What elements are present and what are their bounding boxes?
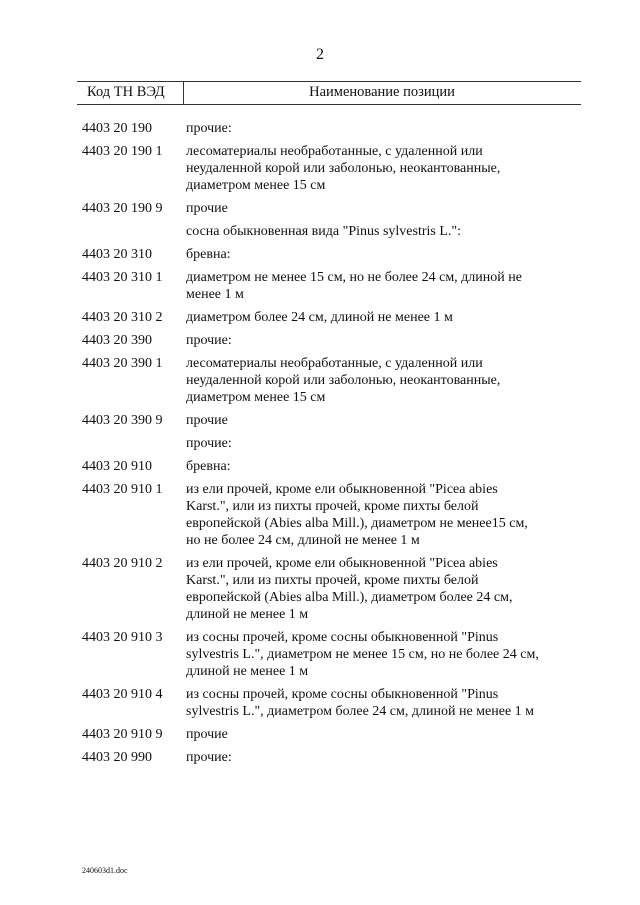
row-description: прочие (186, 201, 228, 216)
row-description: лесоматериалы необработанные, с удаленной или неудаленной корой или заболонью, неокантованные, диаметром менее 15 см (186, 356, 501, 405)
row-code: 4403 20 190 9 (82, 201, 163, 216)
row-description: прочие (186, 727, 228, 742)
positions-table (82, 120, 582, 772)
row-code: 4403 20 390 1 (82, 356, 163, 371)
row-description: прочие: (186, 750, 232, 765)
page-number: 2 (316, 46, 324, 63)
table-row (82, 458, 582, 475)
row-code: 4403 20 310 2 (82, 310, 163, 325)
table-row (82, 143, 582, 194)
table-row (82, 412, 582, 429)
row-description: бревна: (186, 247, 231, 262)
row-description: из ели прочей, кроме ели обыкновенной "Picea abies Karst.", или из пихты прочей, кроме пихты белой европейской (Abies alba Mill.), диаметром не менее15 см, но не более 24 см, длиной не менее 1 м (186, 482, 528, 548)
row-description: диаметром более 24 см, длиной не менее 1 м (186, 310, 453, 325)
row-description: прочие: (186, 333, 232, 348)
footer-filename: 240603d1.doc (82, 866, 128, 875)
table-row (82, 246, 582, 263)
row-code: 4403 20 910 4 (82, 687, 163, 702)
table-row (82, 435, 582, 452)
table-row (82, 481, 582, 549)
row-description: лесоматериалы необработанные, с удаленной или неудаленной корой или заболонью, неокантованные, диаметром менее 15 см (186, 144, 501, 193)
row-code: 4403 20 910 9 (82, 727, 163, 742)
table-row (82, 749, 582, 766)
row-code (82, 435, 186, 452)
row-code (82, 223, 186, 240)
row-code: 4403 20 390 (82, 333, 152, 348)
table-row (82, 686, 582, 720)
row-description: из сосны прочей, кроме сосны обыкновенной "Pinus sylvestris L.", диаметром не менее 15 см, но не более 24 см, длиной не менее 1 м (186, 630, 539, 679)
row-code: 4403 20 990 (82, 750, 152, 765)
table-row (82, 200, 582, 217)
table-row (82, 332, 582, 349)
row-code: 4403 20 190 1 (82, 144, 163, 159)
table-row (82, 629, 582, 680)
row-description: из сосны прочей, кроме сосны обыкновенной "Pinus sylvestris L.", диаметром более 24 см, длиной не менее 1 м (186, 687, 535, 719)
row-description: прочие: (186, 436, 232, 451)
row-description: диаметром не менее 15 см, но не более 24 см, длиной не менее 1 м (186, 270, 522, 302)
header-code: Код ТН ВЭД (87, 84, 165, 100)
row-code: 4403 20 190 (82, 121, 152, 136)
row-code: 4403 20 910 1 (82, 482, 163, 497)
table-row (82, 269, 582, 303)
row-code: 4403 20 310 1 (82, 270, 163, 285)
row-description: прочие (186, 413, 228, 428)
row-code: 4403 20 390 9 (82, 413, 163, 428)
header-name: Наименование позиции (309, 84, 455, 100)
row-code: 4403 20 910 2 (82, 556, 163, 571)
table-row (82, 120, 582, 137)
row-description: прочие: (186, 121, 232, 136)
row-code: 4403 20 910 3 (82, 630, 163, 645)
row-code: 4403 20 910 (82, 459, 152, 474)
row-description: из ели прочей, кроме ели обыкновенной "Picea abies Karst.", или из пихты прочей, кроме пихты белой европейской (Abies alba Mill.), диаметром более 24 см, длиной не менее 1 м (186, 556, 513, 622)
row-description: бревна: (186, 459, 231, 474)
row-code: 4403 20 310 (82, 247, 152, 262)
table-header (77, 81, 581, 105)
table-row (82, 223, 582, 240)
table-row (82, 555, 582, 623)
table-row (82, 355, 582, 406)
table-row (82, 726, 582, 743)
row-description: сосна обыкновенная вида "Pinus sylvestris L.": (186, 224, 462, 239)
table-row (82, 309, 582, 326)
